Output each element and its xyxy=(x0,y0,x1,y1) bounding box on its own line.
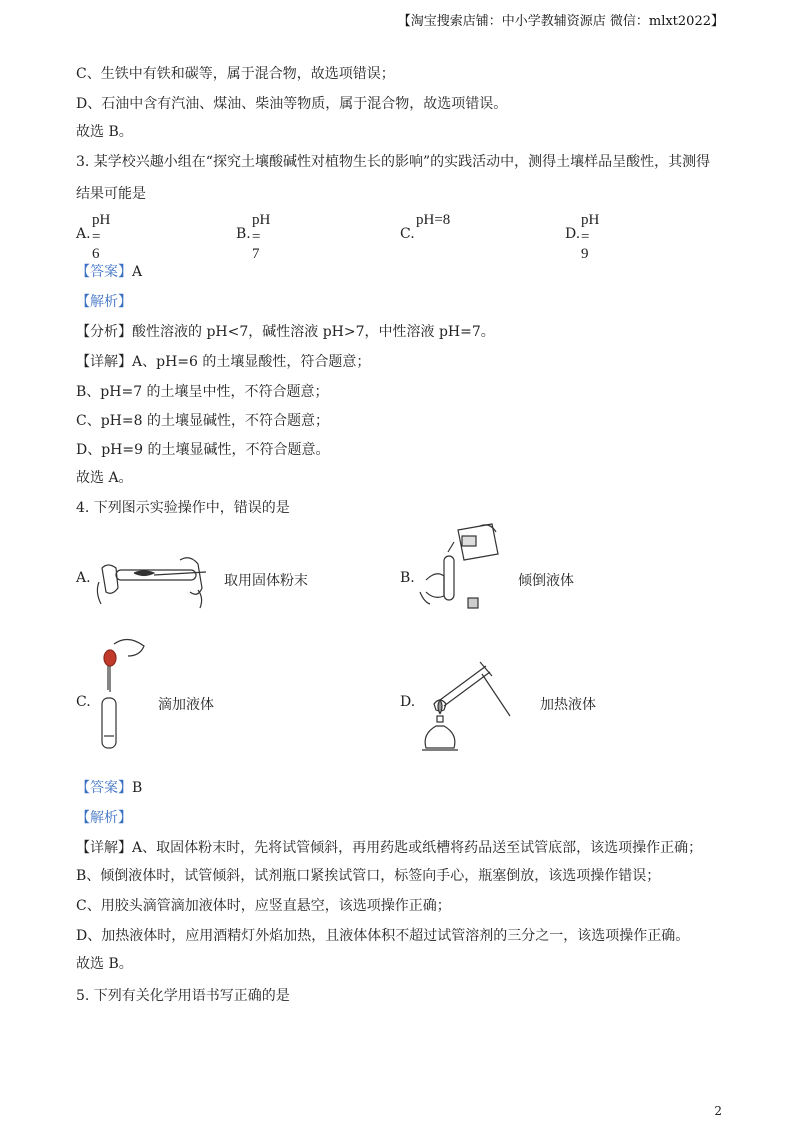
q4-detail-d: D、加热液体时，应用酒精灯外焰加热，且液体体积不超过试管溶剂的三分之一，该选项操作正确。 xyxy=(76,928,690,944)
q4-option-d-caption: 加热液体 xyxy=(540,697,596,713)
q4-detail-tag: 【详解】 xyxy=(76,840,132,856)
dropper-icon xyxy=(96,636,150,754)
q3-option-c xyxy=(400,212,451,242)
q4-detail-b: B、倾倒液体时，试管倾斜，试剂瓶口紧挨试管口，标签向手心，瓶塞倒放，该选项操作错误； xyxy=(76,868,661,884)
prev-answer-choice: 故选 B。 xyxy=(76,124,133,140)
q3-option-b-value: pH = 7 xyxy=(252,212,271,262)
test-tube-powder-icon xyxy=(94,550,214,612)
q3-option-a xyxy=(76,212,111,262)
q4-stem: 4. 下列图示实验操作中，错误的是 xyxy=(76,500,290,516)
q3-option-d-label: D. xyxy=(565,226,581,242)
page-header: 【淘宝搜索店铺：中小学教辅资源店 微信：mlxt2022】 xyxy=(397,14,724,29)
q4-detail-c: C、用胶头滴管滴加液体时，应竖直悬空，该选项操作正确； xyxy=(76,898,451,914)
q5-stem: 5. 下列有关化学用语书写正确的是 xyxy=(76,988,290,1004)
prev-option-d-explanation: D、石油中含有汽油、煤油、柴油等物质，属于混合物，故选项错误。 xyxy=(76,96,508,112)
q3-detail-tag: 【详解】 xyxy=(76,354,132,370)
q3-option-b-label: B. xyxy=(236,226,251,242)
q3-stem-line1: 3. 某学校兴趣小组在“探究土壤酸碱性对植物生长的影响”的实践活动中，测得土壤样品呈酸性，其测得 xyxy=(76,154,711,170)
q4-option-d-label: D. xyxy=(400,694,416,710)
q3-option-c-label: C. xyxy=(400,226,415,242)
q4-answer xyxy=(76,778,142,798)
pouring-liquid-icon xyxy=(418,522,508,614)
q4-analysis-tag: 【解析】 xyxy=(76,810,132,826)
q3-analysis-tag: 【解析】 xyxy=(76,294,132,310)
page-number: 2 xyxy=(714,1104,722,1118)
q3-answer-choice: 故选 A。 xyxy=(76,470,133,486)
q3-option-d xyxy=(565,212,600,262)
q3-fenxi-tag: 【分析】 xyxy=(76,324,132,340)
q4-answer-value: B xyxy=(132,780,143,796)
alcohol-lamp-heating-icon xyxy=(420,656,516,754)
q3-detail-b: B、pH=7 的土壤呈中性，不符合题意； xyxy=(76,384,329,400)
q3-detail-d: D、pH=9 的土壤显碱性，不符合题意。 xyxy=(76,442,330,458)
q4-option-c-label: C. xyxy=(76,694,91,710)
q3-stem-line2: 结果可能是 xyxy=(76,186,146,202)
q4-detail-a-text: A、取固体粉末时，先将试管倾斜，再用药匙或纸槽将药品送至试管底部，该选项操作正确； xyxy=(132,840,703,856)
q3-detail-a-text: A、pH=6 的土壤显酸性，符合题意； xyxy=(132,354,371,370)
prev-option-c-explanation: C、生铁中有铁和碳等，属于混合物，故选项错误； xyxy=(76,66,395,82)
q4-answer-choice: 故选 B。 xyxy=(76,956,133,972)
q3-detail-c: C、pH=8 的土壤显碱性，不符合题意； xyxy=(76,413,329,429)
q3-option-a-label: A. xyxy=(76,226,91,242)
q3-fenxi-text: 酸性溶液的 pH<7，碱性溶液 pH>7，中性溶液 pH=7。 xyxy=(132,324,495,340)
q3-option-b xyxy=(236,212,271,262)
q3-answer xyxy=(76,262,142,282)
q3-option-a-value: pH = 6 xyxy=(92,212,111,262)
q3-option-c-value: pH=8 xyxy=(416,212,451,228)
q3-answer-value: A xyxy=(132,264,143,280)
q3-option-d-value: pH = 9 xyxy=(581,212,600,262)
q4-option-a-label: A. xyxy=(76,570,91,586)
q3-answer-tag: 【答案】 xyxy=(76,264,132,280)
q3-detail-a xyxy=(76,352,370,372)
q4-answer-tag: 【答案】 xyxy=(76,780,132,796)
q4-option-a-caption: 取用固体粉末 xyxy=(224,573,308,589)
q4-option-b-label: B. xyxy=(400,570,415,586)
q3-fenxi xyxy=(76,322,495,342)
q4-detail-a xyxy=(76,838,702,858)
q4-option-b-caption: 倾倒液体 xyxy=(518,573,574,589)
q4-option-c-caption: 滴加液体 xyxy=(158,697,214,713)
